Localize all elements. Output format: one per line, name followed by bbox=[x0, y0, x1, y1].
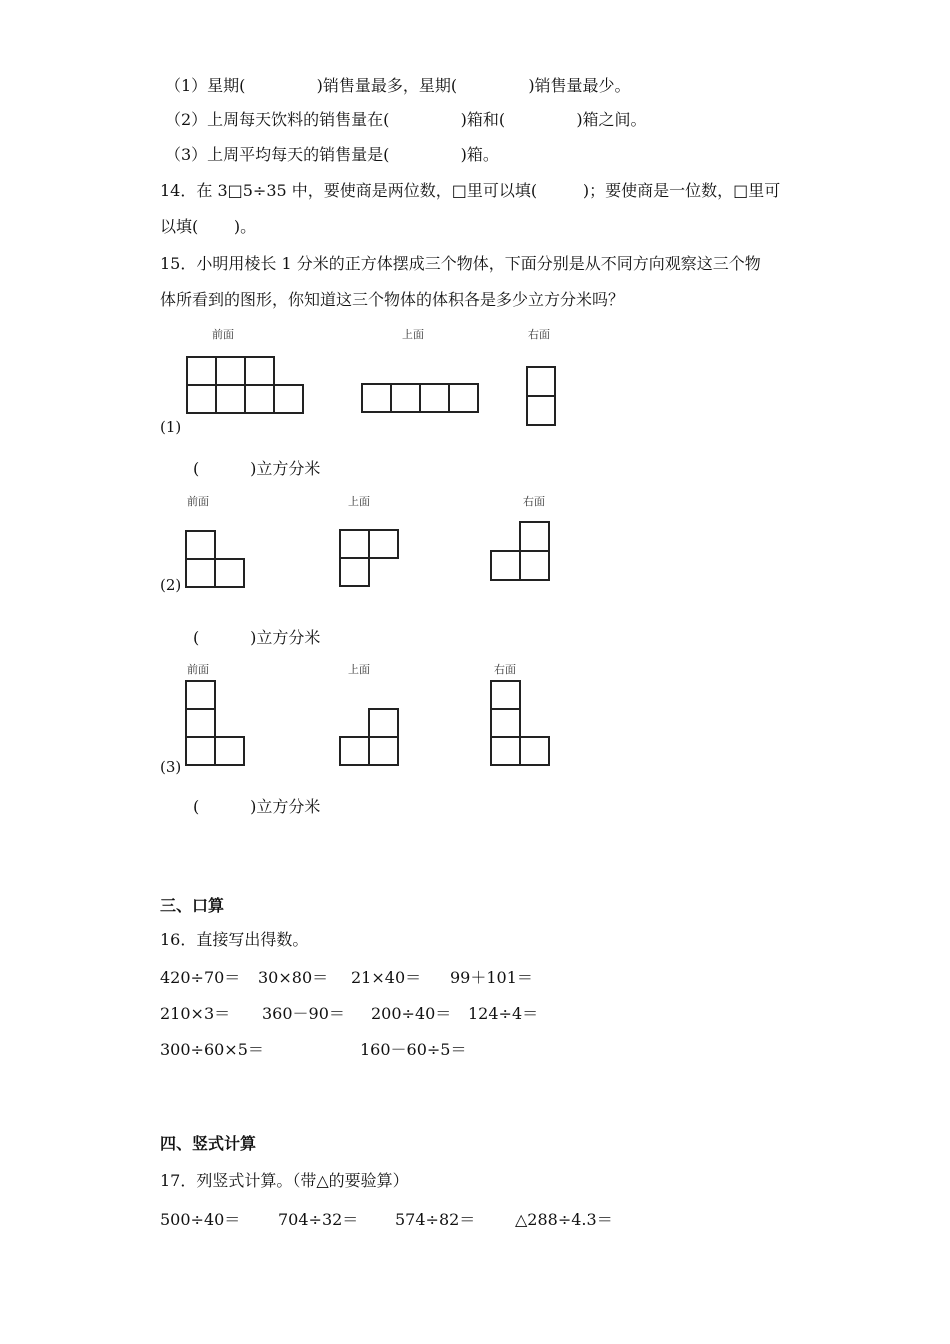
q16-item: 300÷60×5＝ bbox=[160, 1040, 264, 1059]
q16-item: 99＋101＝ bbox=[450, 968, 533, 987]
q17-prompt: 17．列竖式计算。（带△的要验算） bbox=[160, 1171, 409, 1190]
view-label-top: 上面 bbox=[348, 663, 370, 676]
q16-prompt: 16．直接写出得数。 bbox=[160, 930, 309, 949]
q16-item: 210×3＝ bbox=[160, 1004, 231, 1023]
view-label-top: 上面 bbox=[348, 495, 370, 508]
q13-line-2: （2）上周每天饮料的销售量在( )箱和( )箱之间。 bbox=[165, 110, 647, 129]
q16-item: 200÷40＝ bbox=[371, 1004, 452, 1023]
q16-item: 21×40＝ bbox=[351, 968, 422, 987]
q16-item: 30×80＝ bbox=[258, 968, 329, 987]
view-label-top: 上面 bbox=[402, 328, 424, 341]
section-3-title: 三、口算 bbox=[160, 896, 225, 915]
view-label-front: 前面 bbox=[187, 663, 209, 676]
part-1-answer: ( )立方分米 bbox=[193, 459, 321, 478]
figure-1-top-view bbox=[361, 383, 481, 415]
q14-line-2: 以填( )。 bbox=[160, 217, 257, 236]
q17-item: △288÷4.3＝ bbox=[515, 1210, 613, 1229]
q15-line-2: 体所看到的图形，你知道这三个物体的体积各是多少立方分米吗？ bbox=[160, 290, 625, 309]
q14-line-1: 14．在 3□5÷35 中，要使商是两位数，□里可以填( )；要使商是一位数，□里可 bbox=[160, 181, 781, 200]
q15-line-1: 15．小明用棱长 1 分米的正方体摆成三个物体，下面分别是从不同方向观察这三个物 bbox=[160, 254, 761, 273]
view-label-right: 右面 bbox=[523, 495, 545, 508]
q17-item: 574÷82＝ bbox=[395, 1210, 476, 1229]
figure-3-front-view bbox=[185, 680, 247, 768]
part-2-answer: ( )立方分米 bbox=[193, 628, 321, 647]
view-label-front: 前面 bbox=[212, 328, 234, 341]
part-3-answer: ( )立方分米 bbox=[193, 797, 321, 816]
part-1-tag: (1) bbox=[160, 418, 182, 436]
q17-item: 500÷40＝ bbox=[160, 1210, 241, 1229]
view-label-right: 右面 bbox=[528, 328, 550, 341]
figure-1-front-view bbox=[186, 356, 306, 416]
q13-line-3: （3）上周平均每天的销售量是( )箱。 bbox=[165, 145, 499, 164]
figure-2-right-view bbox=[490, 521, 552, 583]
q17-item: 704÷32＝ bbox=[278, 1210, 359, 1229]
q16-item: 420÷70＝ bbox=[160, 968, 241, 987]
figure-3-right-view bbox=[490, 680, 552, 768]
q16-item: 124÷4＝ bbox=[468, 1004, 539, 1023]
part-2-tag: (2) bbox=[160, 576, 182, 594]
q13-line-1: （1）星期( )销售量最多，星期( )销售量最少。 bbox=[165, 76, 631, 95]
view-label-front: 前面 bbox=[187, 495, 209, 508]
q16-item: 360－90＝ bbox=[262, 1004, 345, 1023]
figure-2-front-view bbox=[185, 530, 247, 590]
figure-2-top-view bbox=[339, 529, 401, 589]
q16-item: 160－60÷5＝ bbox=[360, 1040, 467, 1059]
view-label-right: 右面 bbox=[494, 663, 516, 676]
figure-3-top-view bbox=[339, 708, 401, 768]
part-3-tag: (3) bbox=[160, 758, 182, 776]
figure-1-right-view bbox=[526, 366, 558, 428]
section-4-title: 四、竖式计算 bbox=[160, 1134, 257, 1153]
